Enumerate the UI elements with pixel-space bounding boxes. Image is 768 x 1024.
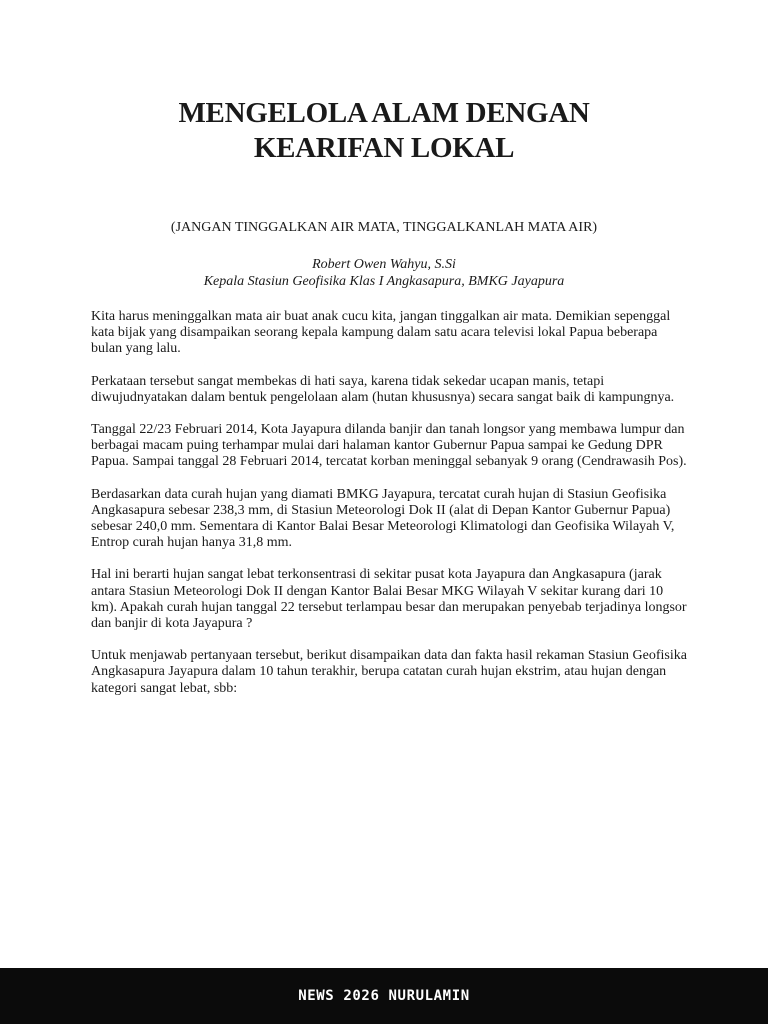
footer-bar <box>0 968 768 1024</box>
paragraph-2: Perkataan tersebut sangat membekas di hati saya, karena tidak sekedar ucapan manis, tetapi diwujudnyatakan dalam bentuk pengelolaan alam (hutan khususnya) secara sangat baik di kampungnya. <box>91 373 675 405</box>
paragraph-5: Hal ini berarti hujan sangat lebat terkonsentrasi di sekitar pusat kota Jayapura dan Angkasapura (jarak antara Stasiun Meteorologi Dok II dengan Kantor Balai Besar MKG Wilayah V sekitar kurang dari 10 km). Apakah curah hujan tanggal 22 tersebut terlampau besar dan merupakan penyebab terjadinya longsor dan banjir di kota Jayapura ? <box>91 567 687 632</box>
title-line-2: KEARIFAN LOKAL <box>253 132 515 164</box>
footer-text: NEWS 2026 NURULAMIN <box>298 988 470 1004</box>
author-block <box>0 256 768 290</box>
author-position: Kepala Stasiun Geofisika Klas I Angkasapura, BMKG Jayapura <box>203 274 565 289</box>
author-name: Robert Owen Wahyu, S.Si <box>312 257 456 272</box>
title-line-1: MENGELOLA ALAM DENGAN <box>178 97 590 129</box>
paragraph-4: Berdasarkan data curah hujan yang diamati BMKG Jayapura, tercatat curah hujan di Stasiun Geofisika Angkasapura sebesar 238,3 mm, di Stasiun Meteorologi Dok II (alat di Depan Kantor Gubernur Papua) sebesar 240,0 mm. Sementara di Kantor Balai Besar Meteorologi Klimatologi dan Geofisika Wilayah V, Entrop curah hujan hanya 31,8 mm. <box>91 486 675 551</box>
document-title <box>0 96 768 166</box>
document-subtitle: (JANGAN TINGGALKAN AIR MATA, TINGGALKANLAH MATA AIR) <box>170 220 598 235</box>
article-body <box>91 309 691 713</box>
paragraph-3: Tanggal 22/23 Februari 2014, Kota Jayapura dilanda banjir dan tanah longsor yang membawa lumpur dan berbagai macam puing terhampar mulai dari halaman kantor Gubernur Papua sampai ke Gedung DPR Papua. Sampai tanggal 28 Februari 2014, tercatat korban meninggal sebanyak 9 orang (Cendrawasih Pos). <box>91 422 687 470</box>
paragraph-1: Kita harus meninggalkan mata air buat anak cucu kita, jangan tinggalkan air mata. Demikian sepenggal kata bijak yang disampaikan seorang kepala kampung dalam satu acara televisi lokal Papua beberapa bulan yang lalu. <box>91 309 671 357</box>
paragraph-6: Untuk menjawab pertanyaan tersebut, berikut disampaikan data dan fakta hasil rekaman Stasiun Geofisika Angkasapura Jayapura dalam 10 tahun terakhir, berupa catatan curah hujan ekstrim, atau hujan dengan kategori sangat lebat, sbb: <box>91 648 687 696</box>
